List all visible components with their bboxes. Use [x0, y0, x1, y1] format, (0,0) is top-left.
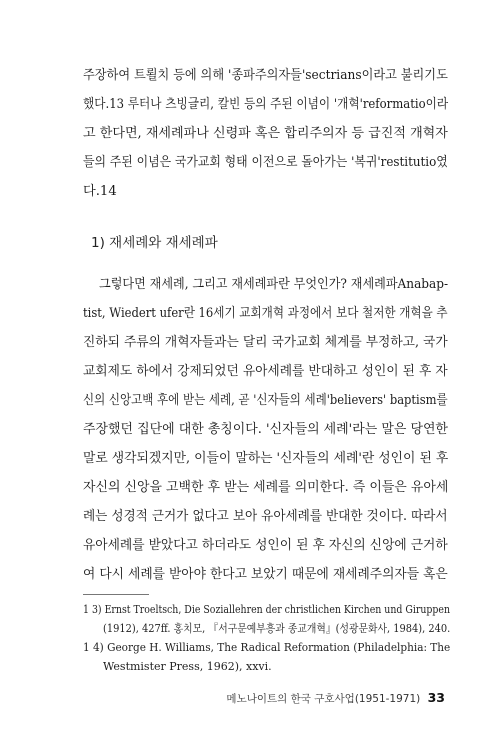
footnote-14-continued: Westmister Press, 1962), xxvi. [103, 660, 272, 673]
body-line: 진하되 주류의 개혁자들과는 달리 국가교회 체계를 부정하고, 국가 [83, 335, 448, 350]
body-line: tist, Wiedert ufer란 16세기 교회개혁 과정에서 보다 철저한 개혁을 추 [83, 306, 448, 321]
body-line: 유아세례를 받았다고 하더라도 성인이 된 후 자신의 신앙에 근거하 [83, 538, 448, 553]
page-number: 33 [427, 690, 445, 705]
body-line: 말로 생각되겠지만, 이들이 말하는 '신자들의 세례'란 성인이 된 후 [83, 451, 449, 466]
footnote-14: 1 4) George H. Williams, The Radical Reformation (Philadelphia: The [83, 641, 451, 654]
running-title: 메노나이트의 한국 구호사업(1951-1971) [226, 693, 421, 705]
body-line: 자신의 신앙을 고백한 후 받는 세례를 의미한다. 즉 이들은 유아세 [83, 480, 449, 495]
body-line: 그렇다면 재세례, 그리고 재세례파란 무엇인가? 재세례파Anabap- [99, 277, 449, 292]
section-heading: 1) 재세례와 재세례파 [91, 235, 218, 251]
footnote-divider [83, 594, 149, 595]
body-line: 다.14 [83, 184, 117, 199]
body-line: 했다.13 루터나 츠빙글리, 칼빈 등의 주된 이념이 '개혁'reformatio이라 [83, 97, 449, 112]
body-line: 고 한다면, 재세례파나 신령파 혹은 합리주의자 등 급진적 개혁자 [83, 126, 448, 141]
footnote-13: 1 3) Ernst Troeltsch, Die Soziallehren der christlichen Kirchen und Giruppen [83, 603, 451, 616]
body-line: 례는 성경적 근거가 없다고 보아 유아세례를 반대한 것이다. 따라서 [83, 509, 448, 524]
body-line: 여 다시 세례를 받아야 한다고 보았기 때문에 재세례주의자들 혹은 [83, 567, 448, 582]
body-line: 주장하여 트뢸치 등에 의해 '종파주의자들'sectrians이라고 불리기도 [83, 68, 448, 83]
body-line: 신의 신앙고백 후에 받는 세례, 곧 '신자들의 세례'believers' baptism를 [83, 393, 448, 408]
body-line: 교회제도 하에서 강제되었던 유아세례를 반대하고 성인이 된 후 자 [83, 364, 448, 379]
page-footer [226, 690, 445, 706]
body-line: 들의 주된 이념은 국가교회 형태 이전으로 돌아가는 '복귀'restitutio였 [83, 155, 448, 170]
body-line: 주장했던 집단에 대한 총칭이다. '신자들의 세례'라는 말은 당연한 [83, 422, 448, 437]
footnote-13-continued: (1912), 427ff. 홍치모, 『서구문예부흥과 종교개혁』(성광문화사, 1984), 240. [103, 622, 451, 635]
